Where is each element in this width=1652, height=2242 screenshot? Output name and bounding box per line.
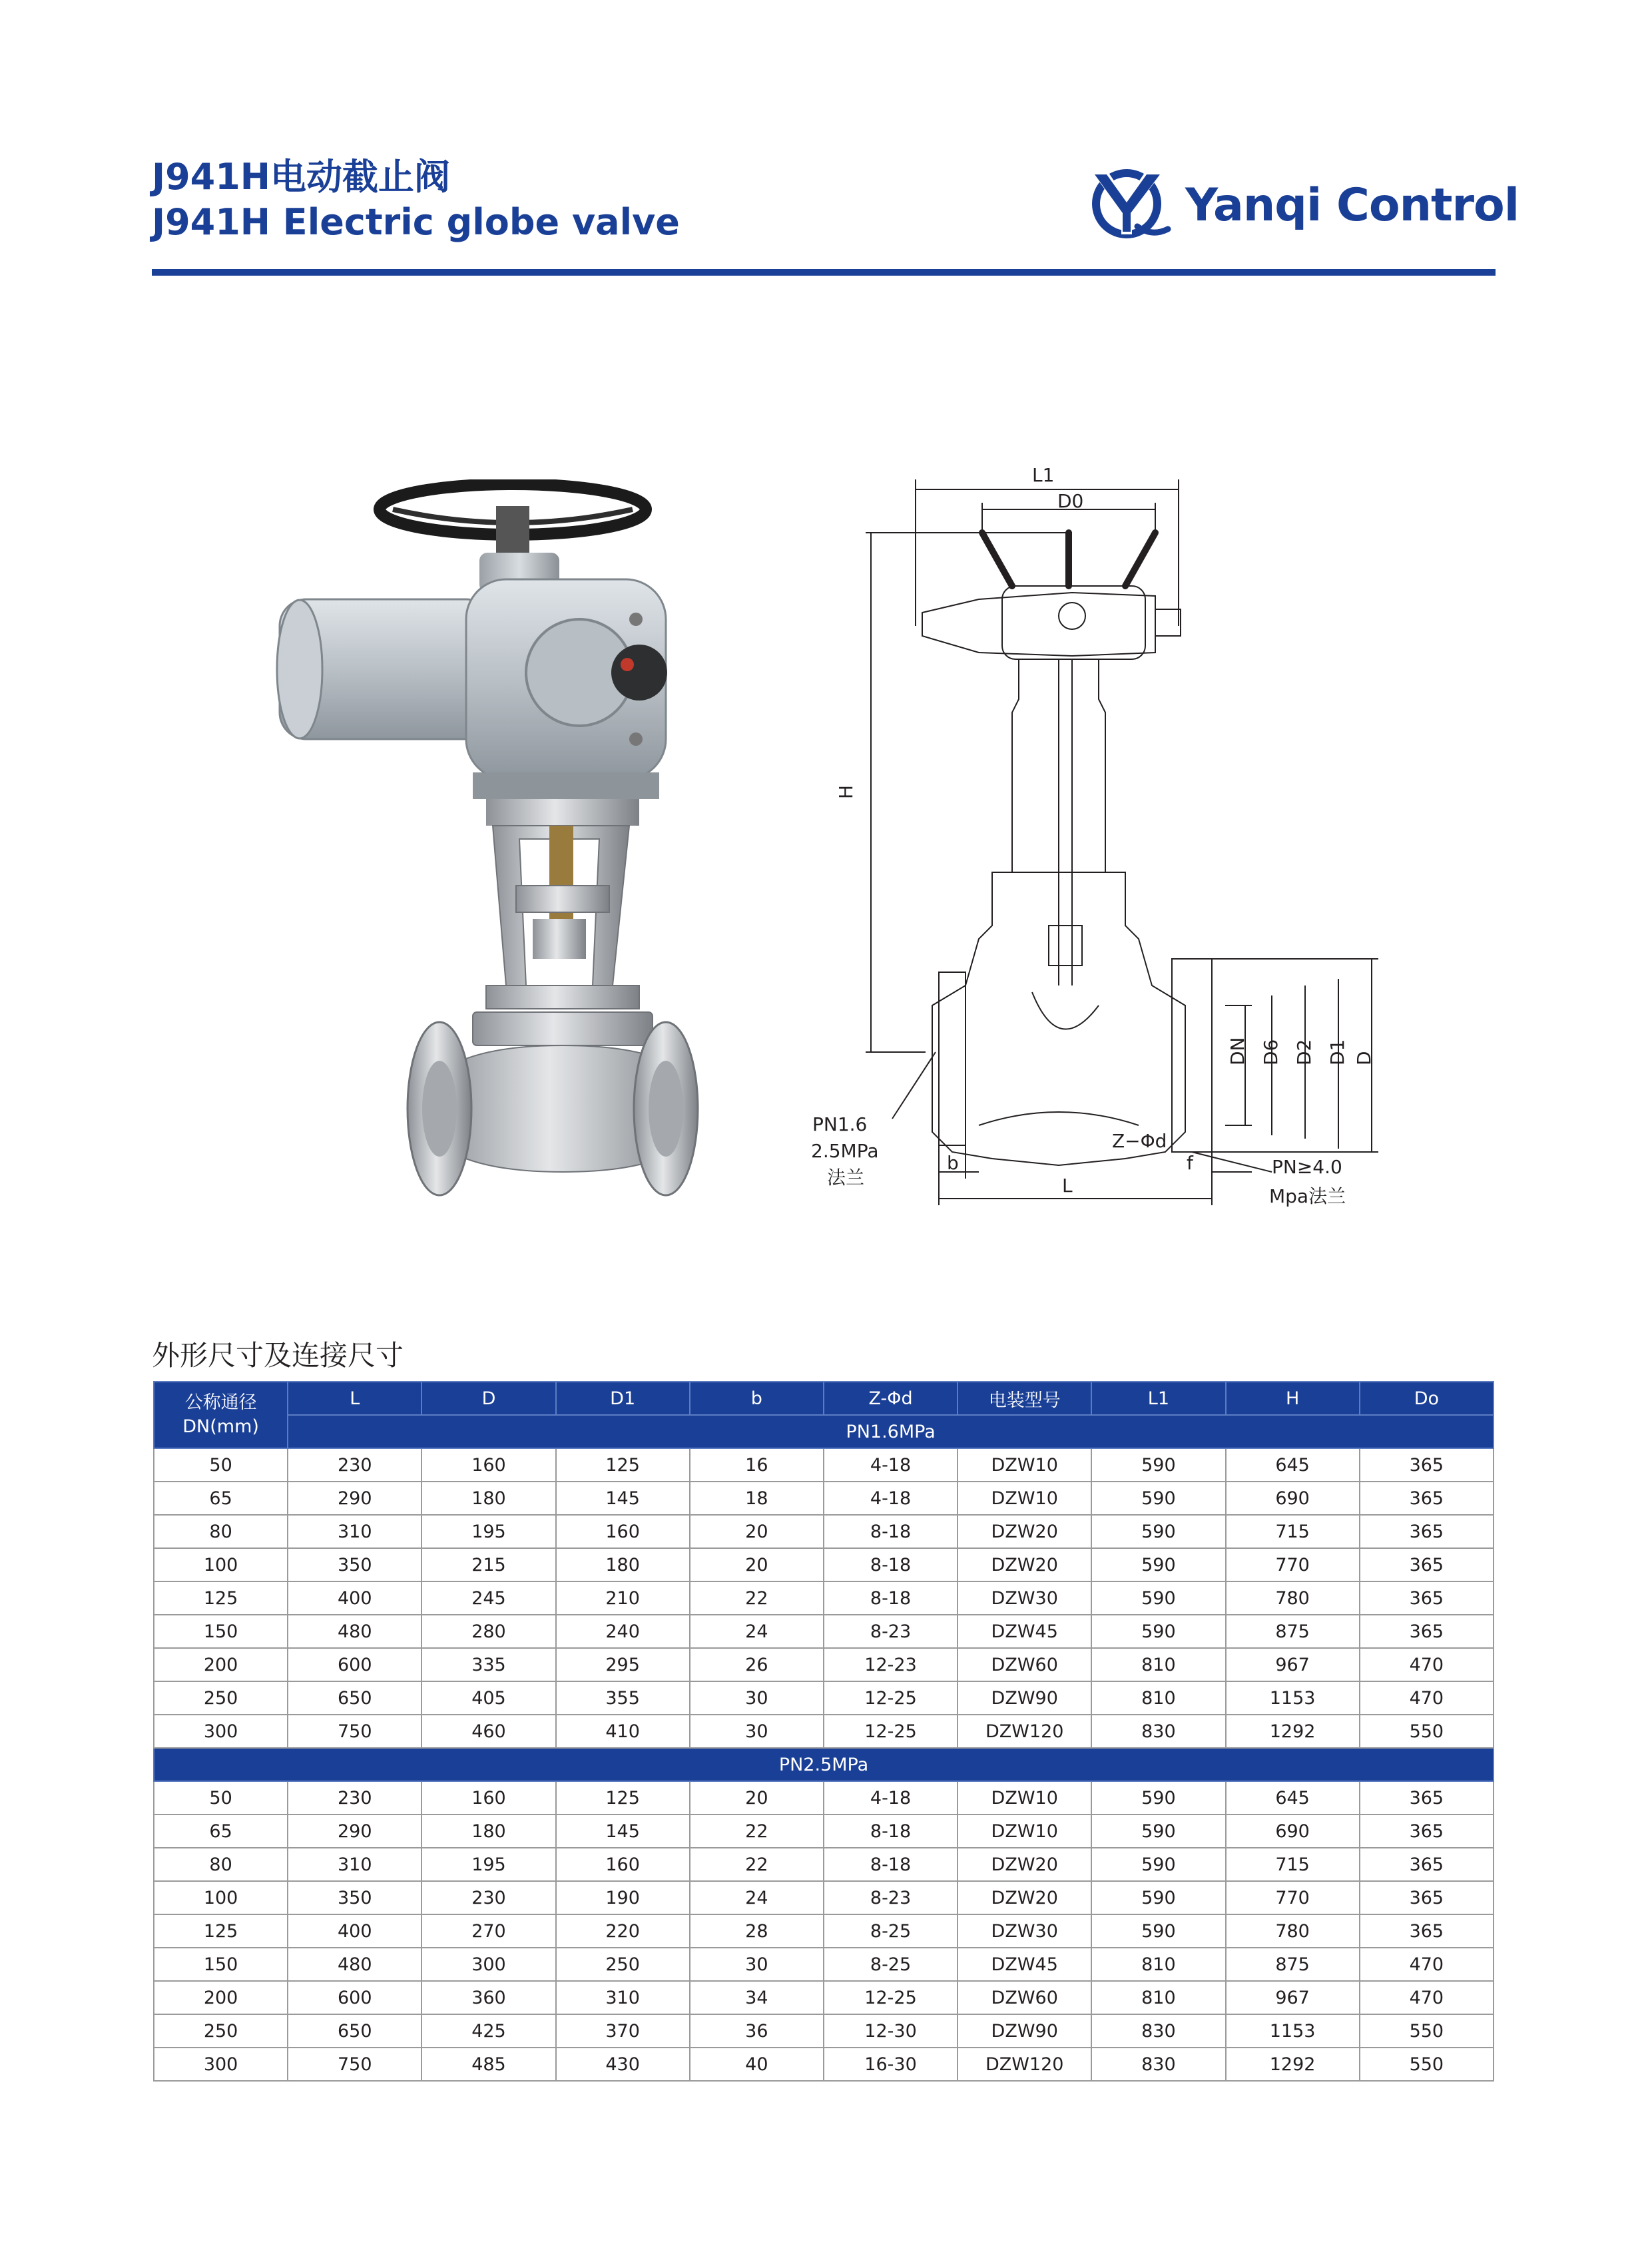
table-cell: 230 bbox=[288, 1781, 421, 1815]
table-cell: 1153 bbox=[1226, 1681, 1360, 1715]
table-cell: 230 bbox=[421, 1881, 555, 1914]
table-cell: 590 bbox=[1091, 1581, 1225, 1615]
table-cell: 150 bbox=[154, 1615, 288, 1648]
table-cell: 750 bbox=[288, 2048, 421, 2081]
brand-logo bbox=[1085, 165, 1519, 245]
table-cell: 350 bbox=[288, 1881, 421, 1914]
table-cell: 690 bbox=[1226, 1482, 1360, 1515]
group-label-pn16: PN1.6MPa bbox=[288, 1415, 1494, 1448]
table-cell: 470 bbox=[1360, 1648, 1494, 1681]
table-cell: 180 bbox=[556, 1548, 690, 1581]
table-cell: 590 bbox=[1091, 1615, 1225, 1648]
table-cell: 300 bbox=[154, 1715, 288, 1748]
table-cell: 8-18 bbox=[824, 1815, 958, 1848]
table-cell: 425 bbox=[421, 2014, 555, 2048]
table-cell: 12-25 bbox=[824, 1715, 958, 1748]
header-d: D bbox=[421, 1382, 555, 1415]
label-pn-low-2: 2.5MPa bbox=[811, 1140, 879, 1162]
table-cell: 16-30 bbox=[824, 2048, 958, 2081]
table-cell: 365 bbox=[1360, 1815, 1494, 1848]
table-cell: 22 bbox=[690, 1815, 824, 1848]
dimension-drawing bbox=[792, 459, 1392, 1232]
table-cell: 8-25 bbox=[824, 1914, 958, 1948]
table-cell: 4-18 bbox=[824, 1482, 958, 1515]
table-cell: 430 bbox=[556, 2048, 690, 2081]
table-cell: 270 bbox=[421, 1914, 555, 1948]
table-cell: 50 bbox=[154, 1448, 288, 1482]
table-cell: 590 bbox=[1091, 1515, 1225, 1548]
table-cell: 1292 bbox=[1226, 1715, 1360, 1748]
table-cell: 645 bbox=[1226, 1781, 1360, 1815]
header-h: H bbox=[1226, 1382, 1360, 1415]
table-row bbox=[154, 1848, 1494, 1881]
table-cell: 550 bbox=[1360, 2014, 1494, 2048]
table-cell: 600 bbox=[288, 1981, 421, 2014]
table-cell: 470 bbox=[1360, 1948, 1494, 1981]
table-cell: 770 bbox=[1226, 1881, 1360, 1914]
header-l1: L1 bbox=[1091, 1382, 1225, 1415]
table-cell: 20 bbox=[690, 1781, 824, 1815]
table-cell: 80 bbox=[154, 1848, 288, 1881]
label-l1: L1 bbox=[1032, 464, 1055, 486]
label-f: f bbox=[1187, 1152, 1193, 1174]
table-cell: 480 bbox=[288, 1948, 421, 1981]
table-cell: DZW10 bbox=[958, 1815, 1091, 1848]
label-pn-high-1: PN≥4.0 bbox=[1272, 1156, 1342, 1178]
table-cell: 22 bbox=[690, 1581, 824, 1615]
label-d2: D2 bbox=[1293, 1039, 1315, 1065]
table-cell: 20 bbox=[690, 1515, 824, 1548]
table-cell: 30 bbox=[690, 1715, 824, 1748]
table-cell: 28 bbox=[690, 1914, 824, 1948]
table-cell: 30 bbox=[690, 1681, 824, 1715]
table-cell: 125 bbox=[556, 1781, 690, 1815]
table-cell: 220 bbox=[556, 1914, 690, 1948]
table-cell: 65 bbox=[154, 1815, 288, 1848]
table-cell: 160 bbox=[421, 1448, 555, 1482]
table-cell: 300 bbox=[421, 1948, 555, 1981]
table-cell: 215 bbox=[421, 1548, 555, 1581]
header-d1: D1 bbox=[556, 1382, 690, 1415]
table-cell: 365 bbox=[1360, 1581, 1494, 1615]
table-cell: 590 bbox=[1091, 1482, 1225, 1515]
table-cell: 34 bbox=[690, 1981, 824, 2014]
table-cell: 405 bbox=[421, 1681, 555, 1715]
table-cell: DZW20 bbox=[958, 1515, 1091, 1548]
table-cell: 8-23 bbox=[824, 1615, 958, 1648]
table-cell: 485 bbox=[421, 2048, 555, 2081]
table-cell: 100 bbox=[154, 1548, 288, 1581]
product-photo bbox=[266, 479, 732, 1212]
table-cell: 150 bbox=[154, 1948, 288, 1981]
table-cell: 470 bbox=[1360, 1681, 1494, 1715]
section-title: 外形尺寸及连接尺寸 bbox=[152, 1339, 404, 1372]
table-cell: 160 bbox=[556, 1515, 690, 1548]
table-cell: 125 bbox=[556, 1448, 690, 1482]
table-cell: 830 bbox=[1091, 2014, 1225, 2048]
table-cell: DZW120 bbox=[958, 2048, 1091, 2081]
label-d1: D1 bbox=[1326, 1039, 1348, 1065]
label-b: b bbox=[947, 1152, 959, 1174]
table-cell: 715 bbox=[1226, 1515, 1360, 1548]
table-row bbox=[154, 1515, 1494, 1548]
table-cell: 240 bbox=[556, 1615, 690, 1648]
table-cell: 8-18 bbox=[824, 1581, 958, 1615]
table-cell: 400 bbox=[288, 1581, 421, 1615]
table-cell: 365 bbox=[1360, 1482, 1494, 1515]
table-cell: 180 bbox=[421, 1482, 555, 1515]
table-cell: 36 bbox=[690, 2014, 824, 2048]
table-cell: 645 bbox=[1226, 1448, 1360, 1482]
table-cell: 780 bbox=[1226, 1914, 1360, 1948]
table-cell: 125 bbox=[154, 1914, 288, 1948]
table-cell: 230 bbox=[288, 1448, 421, 1482]
table-row bbox=[154, 1981, 1494, 2014]
page-title-english: J941H Electric globe valve bbox=[152, 201, 680, 243]
table-cell: 210 bbox=[556, 1581, 690, 1615]
table-cell: 22 bbox=[690, 1848, 824, 1881]
table-cell: DZW30 bbox=[958, 1914, 1091, 1948]
table-cell: 780 bbox=[1226, 1581, 1360, 1615]
table-cell: 310 bbox=[288, 1848, 421, 1881]
header-do: Do bbox=[1360, 1382, 1494, 1415]
label-d0: D0 bbox=[1057, 490, 1084, 512]
page-title-chinese: J941H电动截止阀 bbox=[152, 156, 451, 198]
table-cell: 295 bbox=[556, 1648, 690, 1681]
table-row bbox=[154, 2048, 1494, 2081]
table-cell: 8-18 bbox=[824, 1515, 958, 1548]
table-cell: 365 bbox=[1360, 1448, 1494, 1482]
table-cell: 335 bbox=[421, 1648, 555, 1681]
table-row bbox=[154, 1948, 1494, 1981]
table-cell: 400 bbox=[288, 1914, 421, 1948]
table-cell: 550 bbox=[1360, 2048, 1494, 2081]
table-cell: 310 bbox=[288, 1515, 421, 1548]
table-cell: 875 bbox=[1226, 1948, 1360, 1981]
dimension-table bbox=[153, 1381, 1494, 2082]
table-cell: 195 bbox=[421, 1848, 555, 1881]
table-cell: 12-23 bbox=[824, 1648, 958, 1681]
table-cell: DZW10 bbox=[958, 1781, 1091, 1815]
table-cell: 40 bbox=[690, 2048, 824, 2081]
label-dn: DN bbox=[1227, 1037, 1248, 1065]
table-cell: DZW45 bbox=[958, 1615, 1091, 1648]
table-cell: 200 bbox=[154, 1981, 288, 2014]
table-cell: 8-23 bbox=[824, 1881, 958, 1914]
table-row bbox=[154, 1914, 1494, 1948]
table-cell: DZW90 bbox=[958, 1681, 1091, 1715]
table-cell: 12-30 bbox=[824, 2014, 958, 2048]
brand-name: Yanqi Control bbox=[1185, 178, 1519, 232]
table-cell: 370 bbox=[556, 2014, 690, 2048]
table-row bbox=[154, 2014, 1494, 2048]
table-cell: 12-25 bbox=[824, 1681, 958, 1715]
table-row bbox=[154, 1881, 1494, 1914]
table-cell: 770 bbox=[1226, 1548, 1360, 1581]
table-cell: 480 bbox=[288, 1615, 421, 1648]
yanqi-logo-icon bbox=[1085, 165, 1172, 245]
table-cell: 310 bbox=[556, 1981, 690, 2014]
table-cell: 365 bbox=[1360, 1615, 1494, 1648]
table-cell: 4-18 bbox=[824, 1781, 958, 1815]
table-cell: 280 bbox=[421, 1615, 555, 1648]
table-cell: 160 bbox=[556, 1848, 690, 1881]
table-cell: 810 bbox=[1091, 1948, 1225, 1981]
table-row bbox=[154, 1815, 1494, 1848]
table-cell: DZW20 bbox=[958, 1548, 1091, 1581]
table-cell: 195 bbox=[421, 1515, 555, 1548]
table-cell: 650 bbox=[288, 2014, 421, 2048]
label-l: L bbox=[1062, 1175, 1073, 1197]
table-cell: 145 bbox=[556, 1482, 690, 1515]
table-cell: 1153 bbox=[1226, 2014, 1360, 2048]
table-cell: 650 bbox=[288, 1681, 421, 1715]
table-cell: 250 bbox=[154, 2014, 288, 2048]
table-cell: 550 bbox=[1360, 1715, 1494, 1748]
table-cell: 590 bbox=[1091, 1548, 1225, 1581]
table-cell: 750 bbox=[288, 1715, 421, 1748]
header-actuator-model: 电装型号 bbox=[958, 1382, 1091, 1415]
table-cell: 830 bbox=[1091, 2048, 1225, 2081]
table-cell: 590 bbox=[1091, 1448, 1225, 1482]
table-cell: 810 bbox=[1091, 1681, 1225, 1715]
table-cell: DZW45 bbox=[958, 1948, 1091, 1981]
table-cell: 24 bbox=[690, 1615, 824, 1648]
table-cell: 355 bbox=[556, 1681, 690, 1715]
table-row bbox=[154, 1781, 1494, 1815]
label-h: H bbox=[835, 784, 857, 799]
table-cell: 180 bbox=[421, 1815, 555, 1848]
table-row bbox=[154, 1615, 1494, 1648]
label-pn-low-3: 法兰 bbox=[827, 1167, 865, 1189]
label-pn-low-1: PN1.6 bbox=[812, 1113, 868, 1135]
table-cell: 30 bbox=[690, 1948, 824, 1981]
label-d: D bbox=[1353, 1051, 1375, 1065]
label-d6: D6 bbox=[1260, 1039, 1282, 1065]
table-cell: 967 bbox=[1226, 1981, 1360, 2014]
table-cell: 365 bbox=[1360, 1515, 1494, 1548]
table-cell: 160 bbox=[421, 1781, 555, 1815]
table-cell: 250 bbox=[556, 1948, 690, 1981]
table-cell: 715 bbox=[1226, 1848, 1360, 1881]
table-cell: 125 bbox=[154, 1581, 288, 1615]
table-row bbox=[154, 1681, 1494, 1715]
table-cell: 200 bbox=[154, 1648, 288, 1681]
table-cell: 8-18 bbox=[824, 1548, 958, 1581]
table-cell: 145 bbox=[556, 1815, 690, 1848]
table-cell: 590 bbox=[1091, 1815, 1225, 1848]
table-cell: 470 bbox=[1360, 1981, 1494, 2014]
table-cell: 590 bbox=[1091, 1781, 1225, 1815]
table-cell: 967 bbox=[1226, 1648, 1360, 1681]
table-cell: 810 bbox=[1091, 1648, 1225, 1681]
table-cell: 290 bbox=[288, 1815, 421, 1848]
table-cell: 18 bbox=[690, 1482, 824, 1515]
table-cell: 8-25 bbox=[824, 1948, 958, 1981]
table-cell: DZW90 bbox=[958, 2014, 1091, 2048]
table-row bbox=[154, 1548, 1494, 1581]
table-cell: DZW30 bbox=[958, 1581, 1091, 1615]
table-cell: 24 bbox=[690, 1881, 824, 1914]
table-cell: DZW60 bbox=[958, 1981, 1091, 2014]
label-pn-high-2: Mpa法兰 bbox=[1269, 1185, 1346, 1207]
table-cell: 1292 bbox=[1226, 2048, 1360, 2081]
table-cell: 20 bbox=[690, 1548, 824, 1581]
group-pn25-rows bbox=[154, 1781, 1494, 2081]
title-block bbox=[152, 154, 680, 245]
table-cell: 600 bbox=[288, 1648, 421, 1681]
header-b: b bbox=[690, 1382, 824, 1415]
group-label-pn25: PN2.5MPa bbox=[154, 1748, 1494, 1781]
table-cell: 365 bbox=[1360, 1914, 1494, 1948]
header-divider bbox=[152, 269, 1496, 276]
table-cell: 4-18 bbox=[824, 1448, 958, 1482]
table-cell: 810 bbox=[1091, 1981, 1225, 2014]
table-cell: DZW10 bbox=[958, 1448, 1091, 1482]
table-cell: 590 bbox=[1091, 1848, 1225, 1881]
table-cell: 250 bbox=[154, 1681, 288, 1715]
header-dn bbox=[154, 1382, 288, 1448]
label-z-phi-d: Z−Φd bbox=[1112, 1130, 1167, 1152]
header-dn-line1: 公称通径 bbox=[184, 1392, 257, 1413]
table-cell: 100 bbox=[154, 1881, 288, 1914]
table-cell: 16 bbox=[690, 1448, 824, 1482]
table-cell: 65 bbox=[154, 1482, 288, 1515]
table-row bbox=[154, 1715, 1494, 1748]
table-cell: 590 bbox=[1091, 1881, 1225, 1914]
table-cell: 365 bbox=[1360, 1548, 1494, 1581]
table-row bbox=[154, 1648, 1494, 1681]
table-cell: DZW120 bbox=[958, 1715, 1091, 1748]
table-cell: DZW20 bbox=[958, 1848, 1091, 1881]
group-pn25-header bbox=[154, 1748, 1494, 1781]
table-cell: 80 bbox=[154, 1515, 288, 1548]
table-cell: 350 bbox=[288, 1548, 421, 1581]
table-row bbox=[154, 1448, 1494, 1482]
table-cell: DZW10 bbox=[958, 1482, 1091, 1515]
table-cell: 26 bbox=[690, 1648, 824, 1681]
table-cell: 365 bbox=[1360, 1848, 1494, 1881]
table-cell: 290 bbox=[288, 1482, 421, 1515]
header-z-phi-d: Z-Φd bbox=[824, 1382, 958, 1415]
table-cell: 830 bbox=[1091, 1715, 1225, 1748]
table-cell: 875 bbox=[1226, 1615, 1360, 1648]
table-cell: 245 bbox=[421, 1581, 555, 1615]
header-dn-line2: DN(mm) bbox=[182, 1416, 259, 1437]
table-cell: 50 bbox=[154, 1781, 288, 1815]
table-cell: 690 bbox=[1226, 1815, 1360, 1848]
table-cell: 365 bbox=[1360, 1781, 1494, 1815]
table-row bbox=[154, 1581, 1494, 1615]
table-cell: 365 bbox=[1360, 1881, 1494, 1914]
table-cell: DZW20 bbox=[958, 1881, 1091, 1914]
table-cell: 590 bbox=[1091, 1914, 1225, 1948]
table-cell: 190 bbox=[556, 1881, 690, 1914]
table-row bbox=[154, 1482, 1494, 1515]
group-pn16-rows bbox=[154, 1448, 1494, 1748]
table-cell: 360 bbox=[421, 1981, 555, 2014]
table-cell: 12-25 bbox=[824, 1981, 958, 2014]
table-cell: 300 bbox=[154, 2048, 288, 2081]
table-cell: DZW60 bbox=[958, 1648, 1091, 1681]
table-cell: 8-18 bbox=[824, 1848, 958, 1881]
table-cell: 460 bbox=[421, 1715, 555, 1748]
header-l: L bbox=[288, 1382, 421, 1415]
table-cell: 410 bbox=[556, 1715, 690, 1748]
